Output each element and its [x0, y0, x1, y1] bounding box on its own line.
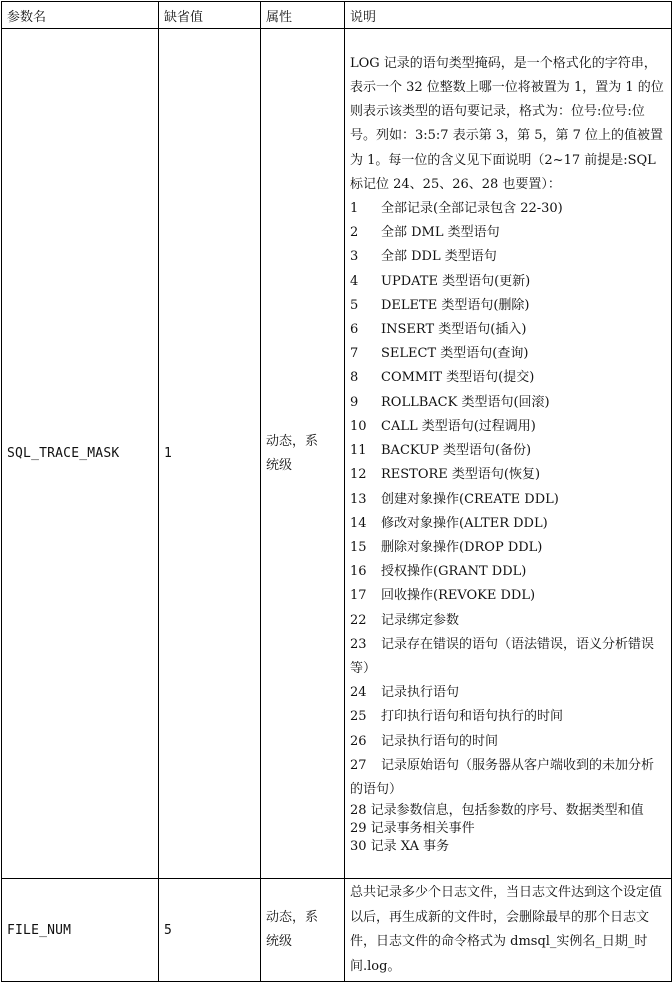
header-default-value: 缺省值 [159, 2, 261, 29]
option-item [350, 221, 666, 245]
option-number: 25 [350, 709, 367, 725]
option-item [350, 488, 666, 512]
option-number: 11 [350, 443, 367, 459]
option-item [350, 705, 666, 729]
attribute-line: 动态，系 [266, 433, 319, 449]
description-cell [345, 29, 672, 879]
header-attribute: 属性 [261, 2, 345, 29]
attribute-line: 统级 [266, 934, 293, 949]
attribute-cell [261, 879, 345, 982]
option-number: 9 [350, 394, 359, 410]
option-item [350, 439, 666, 463]
option-text: 全部 DDL 类型语句 [381, 249, 497, 265]
option-item [350, 512, 666, 536]
option-text: INSERT 类型语句(插入) [381, 322, 527, 338]
param-name: SQL_TRACE_MASK [2, 29, 159, 879]
option-text: CALL 类型语句(过程调用) [381, 418, 536, 434]
option-item [350, 609, 666, 633]
default-value: 1 [159, 29, 261, 879]
option-number: 27 [350, 757, 367, 773]
option-number: 5 [350, 297, 359, 313]
option-item [350, 318, 666, 342]
option-item [350, 197, 666, 221]
option-number: 24 [350, 685, 367, 701]
option-number: 10 [350, 418, 367, 434]
option-item [350, 366, 666, 390]
option-number: 6 [350, 322, 359, 338]
option-number: 14 [350, 515, 367, 531]
option-number: 12 [350, 467, 367, 483]
option-text: 全部 DML 类型语句 [381, 225, 500, 241]
option-item [350, 294, 666, 318]
option-text: 删除对象操作(DROP DDL) [381, 539, 543, 555]
option-text: 记录执行语句 [381, 685, 460, 701]
option-text: 记录执行语句的时间 [381, 733, 499, 749]
option-text: 修改对象操作(ALTER DDL) [381, 515, 548, 531]
attribute-line: 动态，系 [266, 910, 319, 925]
attribute-line: 统级 [266, 457, 293, 473]
option-item [350, 754, 666, 802]
option-text: RESTORE 类型语句(恢复) [381, 467, 541, 483]
option-text: DELETE 类型语句(删除) [381, 297, 530, 313]
option-item: 30 记录 XA 事务 [350, 839, 450, 855]
option-text: 记录原始语句（服务器从客户端收到的未加分析的语句） [350, 757, 655, 797]
option-text: 全部记录(全部记录包含 22-30) [381, 201, 563, 217]
option-number: 26 [350, 733, 367, 749]
option-item [350, 270, 666, 294]
option-text: 授权操作(GRANT DDL) [381, 564, 527, 580]
option-number: 13 [350, 491, 367, 507]
option-text: 创建对象操作(CREATE DDL) [381, 491, 559, 507]
option-item [350, 681, 666, 705]
description-cell: 总共记录多少个日志文件，当日志文件达到这个设定值以后，再生成新的文件时，会删除最早的那个日志文件，日志文件的命令格式为 dmsql_实例名_日期_时间.log。 [345, 879, 672, 982]
table-row [2, 29, 672, 879]
option-number: 16 [350, 564, 367, 580]
attribute-cell [261, 29, 345, 879]
option-item [350, 633, 666, 681]
parameter-table [1, 1, 672, 982]
option-item [350, 463, 666, 487]
option-text: UPDATE 类型语句(更新) [381, 273, 531, 289]
option-number: 23 [350, 636, 367, 652]
option-text: BACKUP 类型语句(备份) [381, 443, 532, 459]
option-item [350, 245, 666, 269]
option-number: 4 [350, 273, 359, 289]
option-list [350, 197, 666, 802]
option-text: 记录存在错误的语句（语法错误，语义分析错误等） [350, 636, 655, 676]
option-text: ROLLBACK 类型语句(回滚) [381, 394, 550, 410]
option-tail-list [350, 802, 666, 856]
option-number: 22 [350, 612, 367, 628]
header-description: 说明 [345, 2, 672, 29]
description-intro: LOG 记录的语句类型掩码，是一个格式化的字符串，表示一个 32 位整数上哪一位将被置为 1，置为 1 的位则表示该类型的语句要记录，格式为：位号:位号:位号。列如：3:5:7 表示第 3，第 5，第 7 位上的值被置为 1。每一位的含义见下面说明（2~17 前提是:SQL 标记位 24、25、26、28 也要置）： [350, 55, 664, 192]
default-value: 5 [159, 879, 261, 982]
option-text: COMMIT 类型语句(提交) [381, 370, 535, 386]
option-item: 28 记录参数信息，包括参数的序号、数据类型和值 [350, 803, 644, 819]
option-number: 1 [350, 201, 359, 217]
option-text: 打印执行语句和语句执行的时间 [381, 709, 564, 725]
option-item [350, 391, 666, 415]
option-text: 记录绑定参数 [381, 612, 460, 628]
option-number: 17 [350, 588, 367, 604]
option-item: 29 记录事务相关事件 [350, 821, 475, 837]
param-name: FILE_NUM [2, 879, 159, 982]
option-item [350, 730, 666, 754]
option-item [350, 584, 666, 608]
option-text: 回收操作(REVOKE DDL) [381, 588, 536, 604]
option-item [350, 560, 666, 584]
header-param-name: 参数名 [2, 2, 159, 29]
option-item [350, 415, 666, 439]
option-item [350, 536, 666, 560]
option-number: 2 [350, 225, 359, 241]
header-row [2, 2, 672, 29]
option-number: 8 [350, 370, 359, 386]
option-item [350, 342, 666, 366]
option-number: 15 [350, 539, 367, 555]
option-number: 7 [350, 346, 359, 362]
option-text: SELECT 类型语句(查询) [381, 346, 529, 362]
table-row [2, 879, 672, 982]
option-number: 3 [350, 249, 359, 265]
